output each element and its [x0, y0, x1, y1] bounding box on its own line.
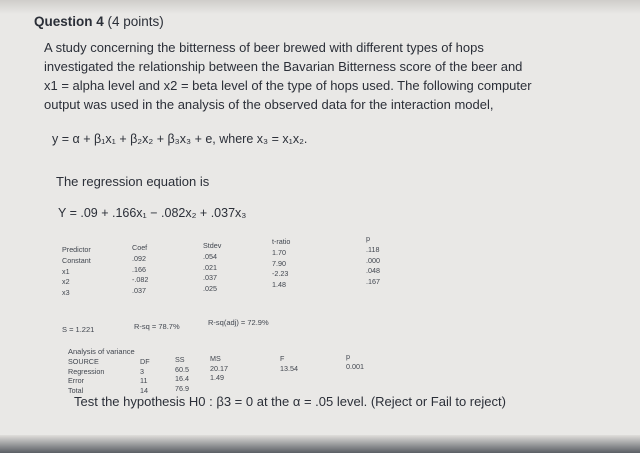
anova-ms-column	[210, 354, 228, 383]
anova-cell-df: 11	[140, 376, 148, 386]
cell-coef: .092	[132, 253, 146, 263]
coef-column	[132, 243, 148, 297]
cell-stdev: .037	[203, 273, 217, 283]
header-tratio: t-ratio	[272, 237, 291, 246]
header-p: p	[366, 234, 370, 243]
bottom-shadow	[0, 435, 640, 453]
cell-coef: .037	[132, 286, 146, 296]
anova-df-column	[140, 357, 150, 395]
paragraph-line: x1 = alpha level and x2 = beta level of the type of hops used. The following computer	[44, 78, 532, 93]
anova-cell-ss: 60.5	[175, 364, 189, 374]
cell-predictor: Constant	[62, 255, 91, 265]
anova-cell-ss: 76.9	[175, 383, 189, 393]
p-column	[366, 234, 380, 288]
cell-p: .000	[366, 255, 380, 265]
paragraph-line: A study concerning the bitterness of beer brewed with different types of hops	[44, 40, 484, 55]
cell-tratio: 1.70	[272, 247, 286, 257]
question-points: (4 points)	[107, 14, 164, 29]
anova-header-p: p	[346, 352, 350, 361]
paragraph-line: investigated the relationship between the Bavarian Bitterness score of the beer and	[44, 59, 523, 74]
question-number: Question 4	[34, 14, 104, 29]
anova-title: Analysis of variance	[68, 347, 135, 356]
anova-ss-column	[175, 355, 189, 393]
rsq-value: R-sq = 78.7%	[134, 322, 180, 331]
anova-header-ms: MS	[210, 354, 221, 363]
regression-heading: The regression equation is	[56, 174, 210, 189]
anova-cell-df: 3	[140, 366, 144, 376]
anova-cell-source: Total	[68, 385, 84, 395]
s-value: S = 1.221	[62, 325, 95, 334]
predictor-column	[62, 245, 91, 299]
anova-header-source: SOURCE	[68, 357, 99, 366]
top-shadow	[0, 0, 640, 14]
hypothesis-prompt: Test the hypothesis H0 : β3 = 0 at the α = .05 level. (Reject or Fail to reject)	[74, 394, 506, 409]
header-predictor: Predictor	[62, 245, 91, 254]
cell-stdev: .021	[203, 262, 217, 272]
cell-p: .118	[366, 244, 380, 254]
cell-p: .167	[366, 277, 380, 287]
paragraph-line: output was used in the analysis of the observed data for the interaction model,	[44, 97, 494, 112]
header-coef: Coef	[132, 243, 148, 252]
anova-p-column	[346, 352, 364, 371]
cell-coef: -.082	[132, 275, 149, 285]
question-title	[34, 14, 164, 29]
cell-tratio: 1.48	[272, 280, 286, 290]
cell-stdev: .025	[203, 284, 217, 294]
anova-cell-ms: 20.17	[210, 363, 228, 373]
anova-cell-ms: 1.49	[210, 373, 224, 383]
anova-cell-p: 0.001	[346, 361, 364, 371]
stdev-column	[203, 241, 221, 295]
anova-header-f: F	[280, 354, 285, 363]
regression-equation: Y = .09 + .166x₁ − .082x₂ + .037x₃	[58, 206, 247, 220]
cell-tratio: 7.90	[272, 258, 286, 268]
header-stdev: Stdev	[203, 241, 222, 250]
question-paragraph	[44, 38, 532, 114]
anova-f-column	[280, 354, 298, 373]
tratio-column	[272, 237, 290, 291]
anova-header-ss: SS	[175, 355, 185, 364]
cell-tratio: -2.23	[272, 269, 289, 279]
cell-coef: .166	[132, 264, 146, 274]
cell-predictor: x3	[62, 288, 70, 298]
anova-cell-source: Error	[68, 376, 84, 386]
cell-stdev: .054	[203, 251, 217, 261]
anova-cell-f: 13.54	[280, 363, 298, 373]
cell-p: .048	[366, 266, 380, 276]
anova-source-column	[68, 357, 104, 395]
anova-cell-df: 14	[140, 385, 148, 395]
anova-header-df: DF	[140, 357, 150, 366]
cell-predictor: x2	[62, 277, 70, 287]
anova-cell-source: Regression	[68, 366, 105, 376]
model-equation: y = α + β₁x₁ + β₂x₂ + β₃x₃ + e, where x₃ = x₁x₂.	[52, 132, 308, 146]
anova-cell-ss: 16.4	[175, 374, 189, 384]
rsq-adj-value: R-sq(adj) = 72.9%	[208, 318, 269, 327]
cell-predictor: x1	[62, 266, 70, 276]
